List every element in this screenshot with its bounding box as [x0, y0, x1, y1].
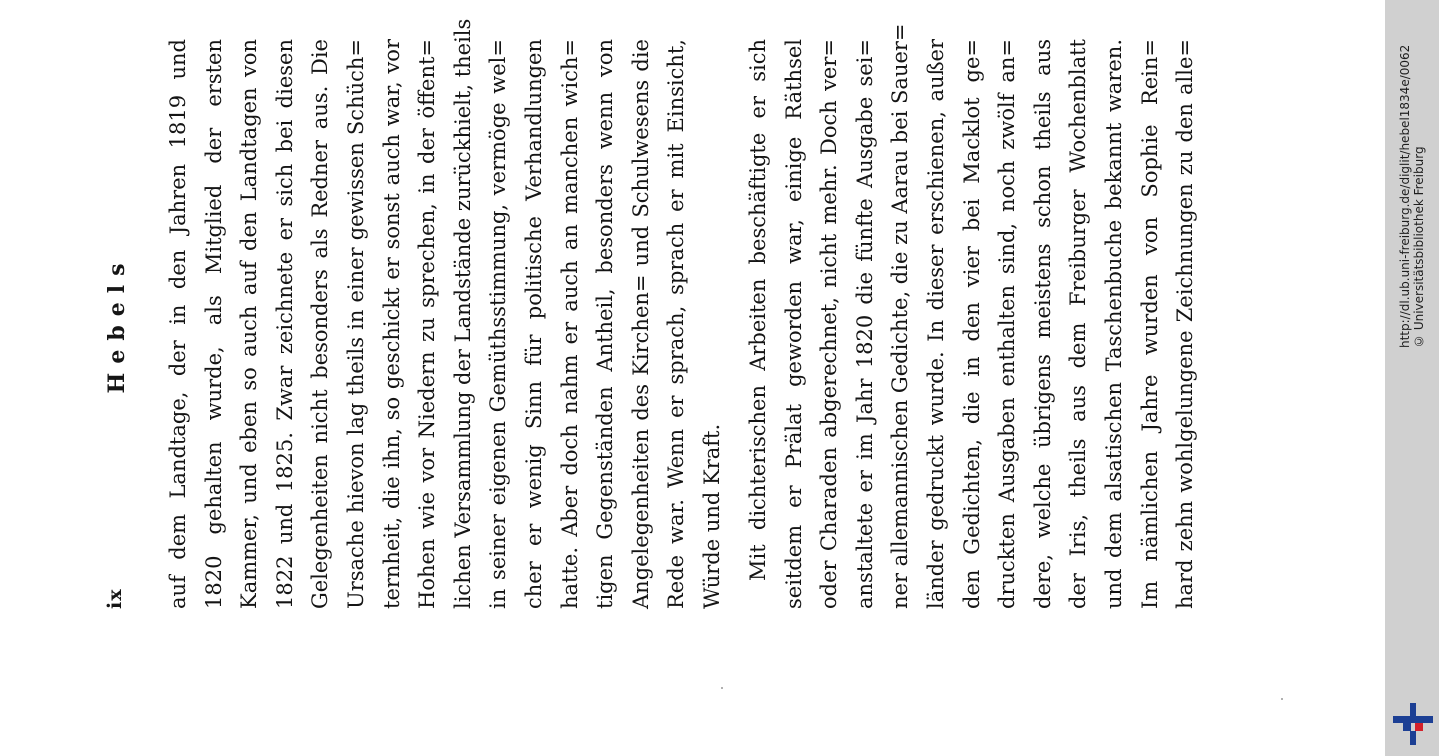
text-line: Würde und Kraft.	[699, 423, 724, 609]
text-line: ner allemannischen Gedichte, die zu Aarau bei Sauer=	[888, 23, 913, 609]
text-line: dere, welche übrigens meistens schon theils aus	[1030, 39, 1055, 609]
source-credit	[1398, 8, 1426, 348]
text-line: Rede war. Wenn er sprach, sprach er mit Einsicht,	[664, 39, 689, 609]
text-line: länder gedruckt wurde. In dieser erschienen, außer	[923, 39, 948, 609]
page-number: ix	[104, 588, 126, 609]
text-line: in seiner eigenen Gemüthsstimmung, vermöge wel=	[486, 39, 511, 609]
text-line: seitdem er Prälat geworden war, einige Räthsel	[781, 39, 806, 609]
rotated-page-text	[96, 18, 1206, 609]
text-line: 1822 und 1825. Zwar zeichnete er sich bei diesen	[272, 39, 297, 609]
source-url[interactable]: http://dl.ub.uni-freiburg.de/diglit/hebel1834e/0062	[1398, 44, 1412, 348]
ub-freiburg-logo-icon[interactable]	[1393, 703, 1433, 745]
paragraph-2	[741, 23, 1204, 609]
text-line: Gelegenheiten nicht besonders als Redner aus. Die	[308, 39, 333, 609]
text-line: Im nämlichen Jahre wurden von Sophie Rein=	[1137, 39, 1162, 609]
text-line: 1820 gehalten wurde, als Mitglied der ersten	[201, 39, 226, 609]
text-line: Hohen wie vor Niedern zu sprechen, in der öffent=	[415, 39, 440, 609]
text-line: cher er wenig Sinn für politische Verhandlungen	[521, 39, 546, 609]
text-line: ternheit, die ihn, so geschickt er sonst auch war, vor	[379, 39, 404, 609]
text-line: Kammer, und eben so auch auf den Landtagen von	[237, 39, 262, 609]
text-line: druckten Ausgaben enthalten sind, noch zwölf an=	[995, 39, 1020, 609]
text-line: Ursache hievon lag theils in einer gewissen Schüch=	[343, 39, 368, 609]
text-line: Angelegenheiten des Kirchen= und Schulwesens die	[628, 39, 653, 609]
text-line: hard zehn wohlgelungene Zeichnungen zu den alle=	[1173, 39, 1198, 609]
text-line: tigen Gegenständen Antheil, besonders wenn von	[593, 39, 618, 609]
text-line: oder Charaden abgerechnet, nicht mehr. Doch ver=	[817, 39, 842, 609]
scan-speck	[1281, 698, 1283, 700]
running-head: Hebels	[104, 254, 130, 394]
text-line: hatte. Aber doch nahm er auch an manchen wich=	[557, 39, 582, 609]
text-line: lichen Versammlung der Landstände zurückhielt, theils	[450, 18, 475, 609]
text-line: den Gedichten, die in den vier bei Macklot ge=	[959, 39, 984, 609]
text-line: und dem alsatischen Taschenbuche bekannt waren.	[1101, 39, 1126, 609]
copyright-notice: © Universitätsbibliothek Freiburg	[1412, 146, 1426, 348]
text-line: anstaltete er im Jahr 1820 die fünfte Ausgabe sei=	[852, 39, 877, 609]
page-header	[96, 39, 138, 609]
text-line: auf dem Landtage, der in den Jahren 1819 und	[166, 39, 190, 609]
logo-graphic	[1393, 703, 1433, 745]
paragraph-1	[161, 18, 731, 609]
scan-speck	[721, 687, 723, 689]
text-line: der Iris, theils aus dem Freiburger Wochenblatt	[1066, 39, 1091, 609]
text-line: Mit dichterischen Arbeiten beschäftigte er sich	[746, 39, 770, 581]
